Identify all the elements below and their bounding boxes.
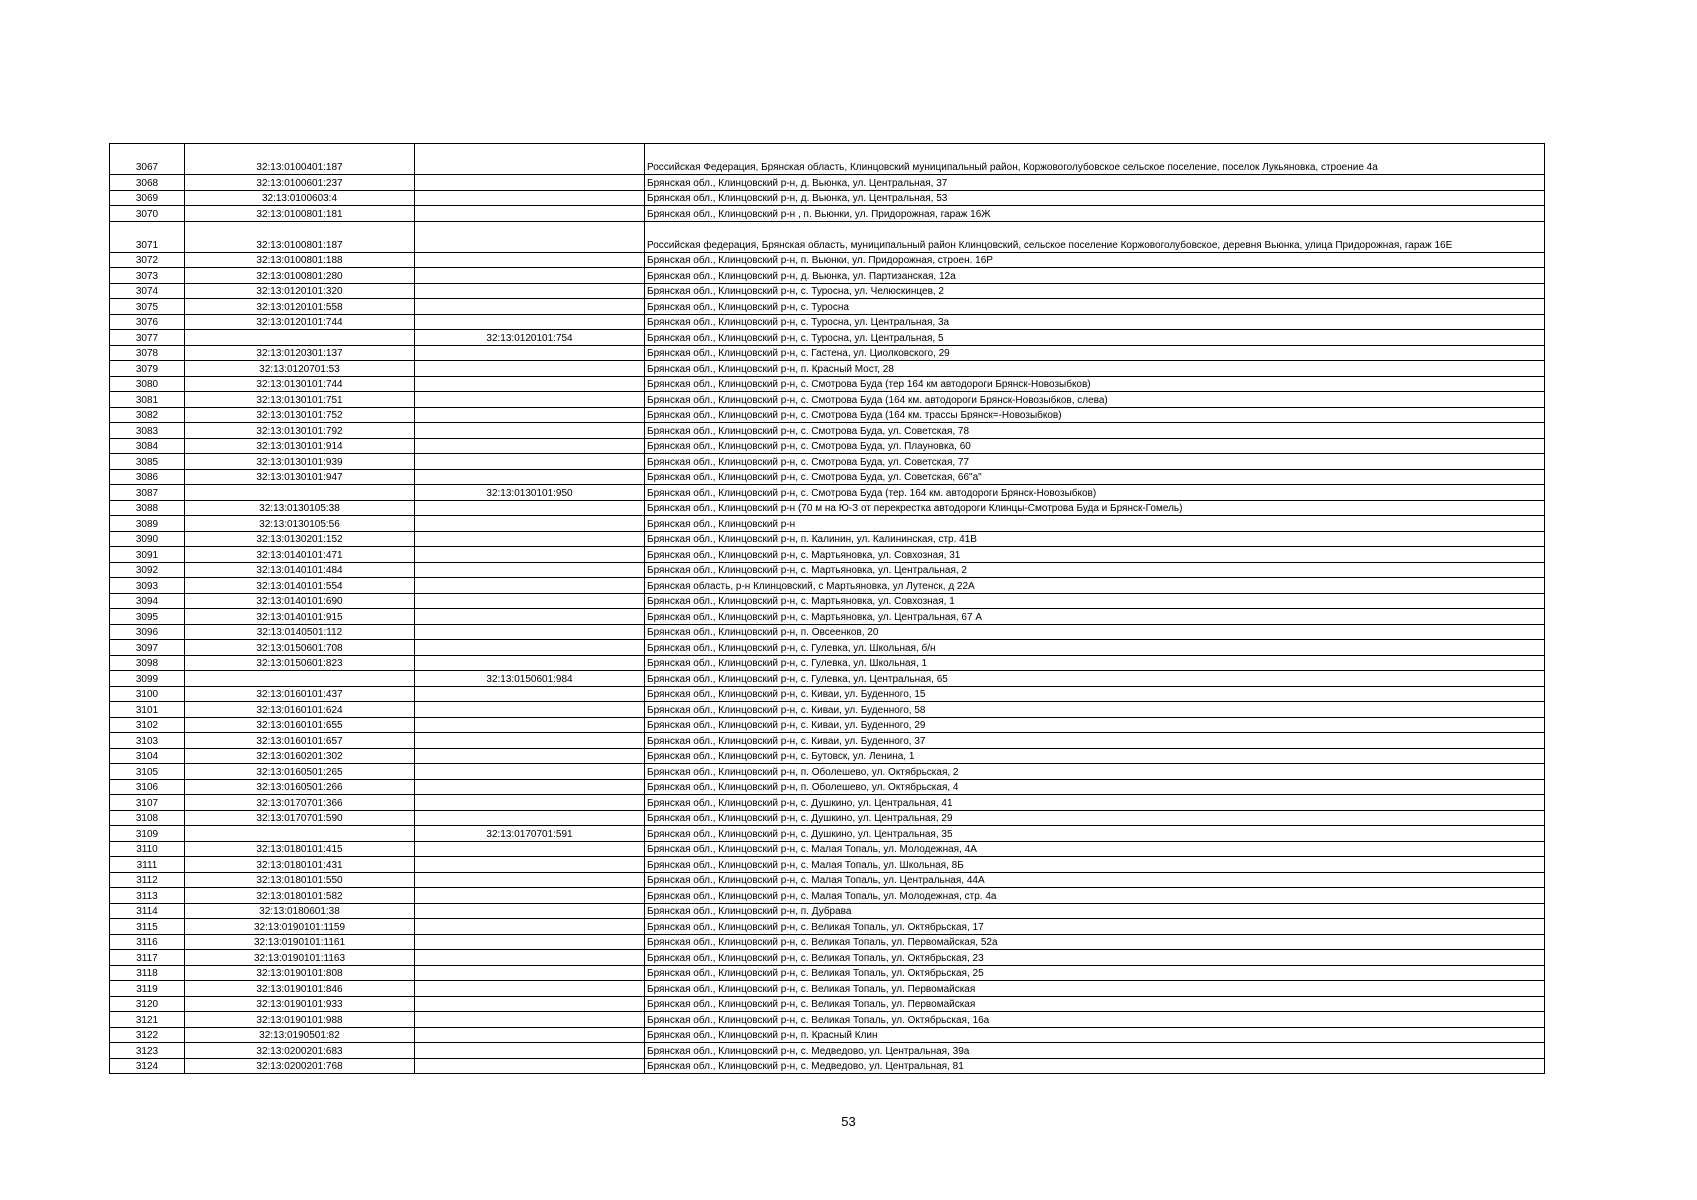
cadastral-number-alt-cell [415,981,645,997]
table-row [110,671,1545,687]
row-number-cell: 3081 [110,392,185,408]
table-row [110,252,1545,268]
cadastral-number-cell: 32:13:0160101:655 [185,717,415,733]
cadastral-number-alt-cell: 32:13:0130101:950 [415,485,645,501]
cadastral-number-alt-cell [415,748,645,764]
row-number-cell: 3110 [110,841,185,857]
cadastral-number-alt-cell [415,1058,645,1074]
table-row [110,175,1545,191]
address-cell: Брянская обл., Клинцовский р-н, с. Смотрова Буда (164 км. трассы Брянск=-Новозыбков) [645,407,1545,423]
row-number-cell: 3112 [110,872,185,888]
address-cell: Брянская обл., Клинцовский р-н, с. Смотрова Буда, ул. Советская, 77 [645,454,1545,470]
table-row [110,810,1545,826]
address-cell: Брянская обл., Клинцовский р-н, д. Вьюнка, ул. Центральная, 53 [645,190,1545,206]
cadastral-number-cell [185,671,415,687]
table-row [110,500,1545,516]
register-table [109,143,1545,1074]
address-cell: Брянская обл., Клинцовский р-н, с. Киваи, ул. Буденного, 15 [645,686,1545,702]
address-cell: Брянская обл., Клинцовский р-н, с. Смотрова Буда, ул. Советская, 66"а" [645,469,1545,485]
cadastral-number-cell: 32:13:0100601:237 [185,175,415,191]
row-number-cell: 3098 [110,655,185,671]
cadastral-number-cell [185,485,415,501]
address-cell: Брянская обл., Клинцовский р-н, с. Великая Топаль, ул. Октябрьская, 25 [645,965,1545,981]
address-cell: Брянская обл., Клинцовский р-н, п. Красный Мост, 28 [645,361,1545,377]
table-row [110,981,1545,997]
table-row [110,516,1545,532]
cadastral-number-cell: 32:13:0160101:624 [185,702,415,718]
cadastral-number-cell: 32:13:0100401:187 [185,144,415,175]
table-row [110,748,1545,764]
table-row [110,407,1545,423]
address-cell: Брянская обл., Клинцовский р-н, с. Туросна, ул. Центральная, 3а [645,314,1545,330]
cadastral-number-cell: 32:13:0190501:82 [185,1027,415,1043]
cadastral-number-alt-cell: 32:13:0170701:591 [415,826,645,842]
cadastral-number-alt-cell: 32:13:0120101:754 [415,330,645,346]
cadastral-number-alt-cell [415,609,645,625]
cadastral-number-cell: 32:13:0150601:708 [185,640,415,656]
row-number-cell: 3070 [110,206,185,222]
cadastral-number-cell: 32:13:0160501:265 [185,764,415,780]
row-number-cell: 3084 [110,438,185,454]
address-cell: Брянская обл., Клинцовский р-н, д. Вьюнка, ул. Партизанская, 12а [645,268,1545,284]
address-cell: Брянская обл., Клинцовский р-н, п. Оболешево, ул. Октябрьская, 4 [645,779,1545,795]
row-number-cell: 3078 [110,345,185,361]
cadastral-number-cell [185,330,415,346]
row-number-cell: 3100 [110,686,185,702]
address-cell: Брянская обл., Клинцовский р-н, п. Дубрава [645,903,1545,919]
row-number-cell: 3099 [110,671,185,687]
cadastral-number-alt-cell [415,190,645,206]
cadastral-number-alt-cell [415,686,645,702]
address-cell: Брянская обл., Клинцовский р-н, с. Гулевка, ул. Школьная, 1 [645,655,1545,671]
table-row [110,655,1545,671]
cadastral-number-alt-cell [415,872,645,888]
table-row [110,934,1545,950]
cadastral-number-cell: 32:13:0180101:415 [185,841,415,857]
row-number-cell: 3109 [110,826,185,842]
cadastral-number-alt-cell [415,299,645,315]
cadastral-number-cell: 32:13:0160501:266 [185,779,415,795]
address-cell: Брянская обл., Клинцовский р-н, с. Киваи, ул. Буденного, 58 [645,702,1545,718]
cadastral-number-cell [185,826,415,842]
table-row [110,299,1545,315]
address-cell: Брянская обл., Клинцовский р-н, с. Душкино, ул. Центральная, 29 [645,810,1545,826]
address-cell: Брянская обл., Клинцовский р-н, с. Малая Топаль, ул. Центральная, 44А [645,872,1545,888]
address-cell: Брянская обл., Клинцовский р-н, с. Смотрова Буда, ул. Советская, 78 [645,423,1545,439]
address-cell: Брянская обл., Клинцовский р-н, с. Гастена, ул. Циолковского, 29 [645,345,1545,361]
table-row [110,640,1545,656]
address-cell: Брянская обл., Клинцовский р-н, с. Смотрова Буда, ул. Плауновка, 60 [645,438,1545,454]
table-row [110,469,1545,485]
cadastral-number-cell: 32:13:0100801:188 [185,252,415,268]
address-cell: Брянская обл., Клинцовский р-н, с. Туросна, ул. Центральная, 5 [645,330,1545,346]
address-cell: Брянская обл., Клинцовский р-н, д. Вьюнка, ул. Центральная, 37 [645,175,1545,191]
row-number-cell: 3095 [110,609,185,625]
row-number-cell: 3107 [110,795,185,811]
row-number-cell: 3104 [110,748,185,764]
cadastral-number-cell: 32:13:0190101:808 [185,965,415,981]
cadastral-number-alt-cell [415,392,645,408]
address-cell: Брянская обл., Клинцовский р-н, с. Мартьяновка, ул. Центральная, 2 [645,562,1545,578]
table-row [110,593,1545,609]
table-row [110,826,1545,842]
row-number-cell: 3088 [110,500,185,516]
row-number-cell: 3075 [110,299,185,315]
table-row [110,609,1545,625]
cadastral-number-alt-cell [415,733,645,749]
row-number-cell: 3067 [110,144,185,175]
table-row [110,438,1545,454]
cadastral-number-alt-cell [415,314,645,330]
row-number-cell: 3120 [110,996,185,1012]
address-cell: Брянская обл., Клинцовский р-н, с. Великая Топаль, ул. Октябрьская, 23 [645,950,1545,966]
cadastral-number-alt-cell [415,531,645,547]
address-cell: Брянская обл., Клинцовский р-н, с. Душкино, ул. Центральная, 35 [645,826,1545,842]
cadastral-number-alt-cell [415,423,645,439]
row-number-cell: 3093 [110,578,185,594]
cadastral-number-alt-cell [415,407,645,423]
cadastral-number-cell: 32:13:0160101:657 [185,733,415,749]
cadastral-number-cell: 32:13:0130101:939 [185,454,415,470]
row-number-cell: 3094 [110,593,185,609]
row-number-cell: 3082 [110,407,185,423]
cadastral-number-alt-cell [415,361,645,377]
cadastral-number-cell: 32:13:0120101:320 [185,283,415,299]
cadastral-number-cell: 32:13:0170701:366 [185,795,415,811]
address-cell: Брянская обл., Клинцовский р-н, с. Туросна, ул. Челюскинцев, 2 [645,283,1545,299]
address-cell: Брянская обл., Клинцовский р-н, с. Смотрова Буда (тер 164 км автодороги Брянск-Новозыбков) [645,376,1545,392]
cadastral-number-alt-cell [415,376,645,392]
table-row [110,996,1545,1012]
address-cell: Брянская область, р-н Клинцовский, с Мартьяновка, ул Лутенск, д 22А [645,578,1545,594]
register-table-container [109,143,1544,1074]
cadastral-number-alt-cell [415,1043,645,1059]
cadastral-number-cell: 32:13:0160101:437 [185,686,415,702]
address-cell: Брянская обл., Клинцовский р-н, с. Киваи, ул. Буденного, 29 [645,717,1545,733]
cadastral-number-alt-cell [415,283,645,299]
address-cell: Брянская обл., Клинцовский р-н, с. Туросна [645,299,1545,315]
cadastral-number-cell: 32:13:0100801:187 [185,221,415,252]
cadastral-number-cell: 32:13:0170701:590 [185,810,415,826]
table-row [110,1012,1545,1028]
cadastral-number-cell: 32:13:0140101:471 [185,547,415,563]
cadastral-number-cell: 32:13:0200201:768 [185,1058,415,1074]
cadastral-number-alt-cell [415,702,645,718]
address-cell: Брянская обл., Клинцовский р-н, с. Великая Топаль, ул. Октябрьская, 16а [645,1012,1545,1028]
cadastral-number-cell: 32:13:0120101:558 [185,299,415,315]
table-row [110,268,1545,284]
row-number-cell: 3083 [110,423,185,439]
cadastral-number-alt-cell [415,454,645,470]
cadastral-number-alt-cell [415,888,645,904]
row-number-cell: 3123 [110,1043,185,1059]
table-row [110,485,1545,501]
row-number-cell: 3076 [110,314,185,330]
address-cell: Брянская обл., Клинцовский р-н, с. Душкино, ул. Центральная, 41 [645,795,1545,811]
table-row [110,330,1545,346]
row-number-cell: 3121 [110,1012,185,1028]
cadastral-number-alt-cell [415,655,645,671]
cadastral-number-alt-cell [415,578,645,594]
cadastral-number-alt-cell [415,516,645,532]
cadastral-number-alt-cell [415,841,645,857]
table-row [110,221,1545,252]
row-number-cell: 3091 [110,547,185,563]
cadastral-number-cell: 32:13:0130101:752 [185,407,415,423]
cadastral-number-alt-cell [415,144,645,175]
cadastral-number-cell: 32:13:0140501:112 [185,624,415,640]
cadastral-number-alt-cell [415,345,645,361]
cadastral-number-cell: 32:13:0140101:554 [185,578,415,594]
cadastral-number-cell: 32:13:0130105:56 [185,516,415,532]
address-cell: Брянская обл., Клинцовский р-н, с. Бутовск, ул. Ленина, 1 [645,748,1545,764]
row-number-cell: 3115 [110,919,185,935]
cadastral-number-alt-cell [415,919,645,935]
table-row [110,857,1545,873]
cadastral-number-cell: 32:13:0140101:915 [185,609,415,625]
table-row [110,314,1545,330]
cadastral-number-cell: 32:13:0140101:484 [185,562,415,578]
row-number-cell: 3097 [110,640,185,656]
cadastral-number-cell: 32:13:0180601:38 [185,903,415,919]
row-number-cell: 3080 [110,376,185,392]
table-row [110,454,1545,470]
row-number-cell: 3116 [110,934,185,950]
address-cell: Брянская обл., Клинцовский р-н, с. Великая Топаль, ул. Первомайская [645,996,1545,1012]
cadastral-number-alt-cell [415,562,645,578]
cadastral-number-alt-cell [415,500,645,516]
cadastral-number-cell: 32:13:0100801:181 [185,206,415,222]
table-row [110,872,1545,888]
table-row [110,950,1545,966]
table-row [110,888,1545,904]
cadastral-number-alt-cell [415,779,645,795]
row-number-cell: 3096 [110,624,185,640]
table-row [110,1027,1545,1043]
register-table-body [110,144,1545,1074]
row-number-cell: 3072 [110,252,185,268]
cadastral-number-cell: 32:13:0190101:988 [185,1012,415,1028]
address-cell: Брянская обл., Клинцовский р-н, с. Смотрова Буда (тер. 164 км. автодороги Брянск-Новозыбков) [645,485,1545,501]
address-cell: Брянская обл., Клинцовский р-н, с. Малая Топаль, ул. Школьная, 8Б [645,857,1545,873]
page-number: 53 [841,1114,856,1129]
table-row [110,1058,1545,1074]
address-cell: Брянская обл., Клинцовский р-н, с. Великая Топаль, ул. Первомайская, 52а [645,934,1545,950]
table-row [110,283,1545,299]
table-row [110,144,1545,175]
cadastral-number-cell: 32:13:0130101:751 [185,392,415,408]
address-cell: Брянская обл., Клинцовский р-н, с. Смотрова Буда (164 км. автодороги Брянск-Новозыбков, слева) [645,392,1545,408]
cadastral-number-alt-cell: 32:13:0150601:984 [415,671,645,687]
table-row [110,1043,1545,1059]
cadastral-number-alt-cell [415,795,645,811]
address-cell: Брянская обл., Клинцовский р-н, п. Вьюнки, ул. Придорожная, строен. 16Р [645,252,1545,268]
address-cell: Брянская обл., Клинцовский р-н , п. Вьюнки, ул. Придорожная, гараж 16Ж [645,206,1545,222]
cadastral-number-alt-cell [415,996,645,1012]
cadastral-number-cell: 32:13:0180101:550 [185,872,415,888]
address-cell: Брянская обл., Клинцовский р-н, с. Великая Топаль, ул. Октябрьская, 17 [645,919,1545,935]
cadastral-number-cell: 32:13:0190101:846 [185,981,415,997]
cadastral-number-alt-cell [415,624,645,640]
cadastral-number-cell: 32:13:0100801:280 [185,268,415,284]
row-number-cell: 3079 [110,361,185,377]
cadastral-number-alt-cell [415,252,645,268]
table-row [110,376,1545,392]
table-row [110,919,1545,935]
table-row [110,624,1545,640]
cadastral-number-alt-cell [415,857,645,873]
address-cell: Брянская обл., Клинцовский р-н, с. Малая Топаль, ул. Молодежная, стр. 4а [645,888,1545,904]
table-row [110,903,1545,919]
row-number-cell: 3108 [110,810,185,826]
row-number-cell: 3071 [110,221,185,252]
row-number-cell: 3111 [110,857,185,873]
table-row [110,531,1545,547]
address-cell: Брянская обл., Клинцовский р-н (70 м на Ю-З от перекрестка автодороги Клинцы-Смотрова Буда и Брянск-Гомель) [645,500,1545,516]
table-row [110,345,1545,361]
cadastral-number-cell: 32:13:0120301:137 [185,345,415,361]
address-cell: Брянская обл., Клинцовский р-н, п. Красный Клин [645,1027,1545,1043]
cadastral-number-alt-cell [415,717,645,733]
table-row [110,717,1545,733]
row-number-cell: 3068 [110,175,185,191]
address-cell: Российская Федерация, Брянская область, Клинцовский муниципальный район, Коржовоголубовское сельское поселение, поселок Лукьяновка, строение 4а [645,144,1545,175]
row-number-cell: 3086 [110,469,185,485]
row-number-cell: 3106 [110,779,185,795]
table-row [110,190,1545,206]
cadastral-number-alt-cell [415,810,645,826]
table-row [110,578,1545,594]
address-cell: Брянская обл., Клинцовский р-н, п. Оболешево, ул. Октябрьская, 2 [645,764,1545,780]
address-cell: Брянская обл., Клинцовский р-н, с. Медведово, ул. Центральная, 81 [645,1058,1545,1074]
row-number-cell: 3122 [110,1027,185,1043]
address-cell: Брянская обл., Клинцовский р-н, с. Гулевка, ул. Школьная, б/н [645,640,1545,656]
cadastral-number-cell: 32:13:0120101:744 [185,314,415,330]
row-number-cell: 3085 [110,454,185,470]
table-row [110,547,1545,563]
address-cell: Брянская обл., Клинцовский р-н, с. Мартьяновка, ул. Центральная, 67 А [645,609,1545,625]
cadastral-number-cell: 32:13:0180101:431 [185,857,415,873]
address-cell: Брянская обл., Клинцовский р-н, с. Мартьяновка, ул. Совхозная, 1 [645,593,1545,609]
address-cell: Брянская обл., Клинцовский р-н, с. Медведово, ул. Центральная, 39а [645,1043,1545,1059]
cadastral-number-alt-cell [415,764,645,780]
row-number-cell: 3102 [110,717,185,733]
address-cell: Российская федерация, Брянская область, муниципальный район Клинцовский, сельское поселение Коржовоголубовское, деревня Вьюнка, улица Придорожная, гараж 16Е [645,221,1545,252]
cadastral-number-alt-cell [415,934,645,950]
cadastral-number-cell: 32:13:0120701:53 [185,361,415,377]
address-cell: Брянская обл., Клинцовский р-н, с. Малая Топаль, ул. Молодежная, 4А [645,841,1545,857]
row-number-cell: 3089 [110,516,185,532]
cadastral-number-alt-cell [415,221,645,252]
row-number-cell: 3090 [110,531,185,547]
table-row [110,392,1545,408]
address-cell: Брянская обл., Клинцовский р-н, с. Великая Топаль, ул. Первомайская [645,981,1545,997]
address-cell: Брянская обл., Клинцовский р-н, п. Овсеенков, 20 [645,624,1545,640]
cadastral-number-cell: 32:13:0200201:683 [185,1043,415,1059]
address-cell: Брянская обл., Клинцовский р-н, с. Гулевка, ул. Центральная, 65 [645,671,1545,687]
cadastral-number-cell: 32:13:0190101:933 [185,996,415,1012]
cadastral-number-cell: 32:13:0130101:744 [185,376,415,392]
cadastral-number-alt-cell [415,903,645,919]
address-cell: Брянская обл., Клинцовский р-н, с. Мартьяновка, ул. Совхозная, 31 [645,547,1545,563]
row-number-cell: 3092 [110,562,185,578]
cadastral-number-cell: 32:13:0130101:914 [185,438,415,454]
cadastral-number-alt-cell [415,1012,645,1028]
cadastral-number-cell: 32:13:0130101:947 [185,469,415,485]
cadastral-number-alt-cell [415,469,645,485]
cadastral-number-cell: 32:13:0160201:302 [185,748,415,764]
table-row [110,702,1545,718]
cadastral-number-alt-cell [415,268,645,284]
table-row [110,361,1545,377]
cadastral-number-alt-cell [415,438,645,454]
row-number-cell: 3114 [110,903,185,919]
cadastral-number-alt-cell [415,593,645,609]
row-number-cell: 3073 [110,268,185,284]
cadastral-number-alt-cell [415,950,645,966]
table-row [110,206,1545,222]
cadastral-number-cell: 32:13:0140101:690 [185,593,415,609]
cadastral-number-alt-cell [415,206,645,222]
table-row [110,764,1545,780]
cadastral-number-alt-cell [415,1027,645,1043]
cadastral-number-cell: 32:13:0190101:1159 [185,919,415,935]
table-row [110,423,1545,439]
table-row [110,562,1545,578]
table-row [110,686,1545,702]
cadastral-number-alt-cell [415,547,645,563]
cadastral-number-cell: 32:13:0190101:1161 [185,934,415,950]
row-number-cell: 3113 [110,888,185,904]
table-row [110,779,1545,795]
address-cell: Брянская обл., Клинцовский р-н, с. Киваи, ул. Буденного, 37 [645,733,1545,749]
cadastral-number-cell: 32:13:0130101:792 [185,423,415,439]
address-cell: Брянская обл., Клинцовский р-н [645,516,1545,532]
cadastral-number-alt-cell [415,175,645,191]
cadastral-number-cell: 32:13:0130105:38 [185,500,415,516]
table-row [110,733,1545,749]
row-number-cell: 3087 [110,485,185,501]
address-cell: Брянская обл., Клинцовский р-н, п. Калинин, ул. Калининская, стр. 41В [645,531,1545,547]
table-row [110,965,1545,981]
row-number-cell: 3124 [110,1058,185,1074]
cadastral-number-cell: 32:13:0180101:582 [185,888,415,904]
row-number-cell: 3105 [110,764,185,780]
row-number-cell: 3069 [110,190,185,206]
table-row [110,841,1545,857]
cadastral-number-alt-cell [415,965,645,981]
cadastral-number-cell: 32:13:0130201:152 [185,531,415,547]
row-number-cell: 3117 [110,950,185,966]
row-number-cell: 3118 [110,965,185,981]
row-number-cell: 3103 [110,733,185,749]
cadastral-number-alt-cell [415,640,645,656]
table-row [110,795,1545,811]
row-number-cell: 3074 [110,283,185,299]
row-number-cell: 3119 [110,981,185,997]
cadastral-number-cell: 32:13:0100603:4 [185,190,415,206]
cadastral-number-cell: 32:13:0150601:823 [185,655,415,671]
cadastral-number-cell: 32:13:0190101:1163 [185,950,415,966]
row-number-cell: 3101 [110,702,185,718]
row-number-cell: 3077 [110,330,185,346]
